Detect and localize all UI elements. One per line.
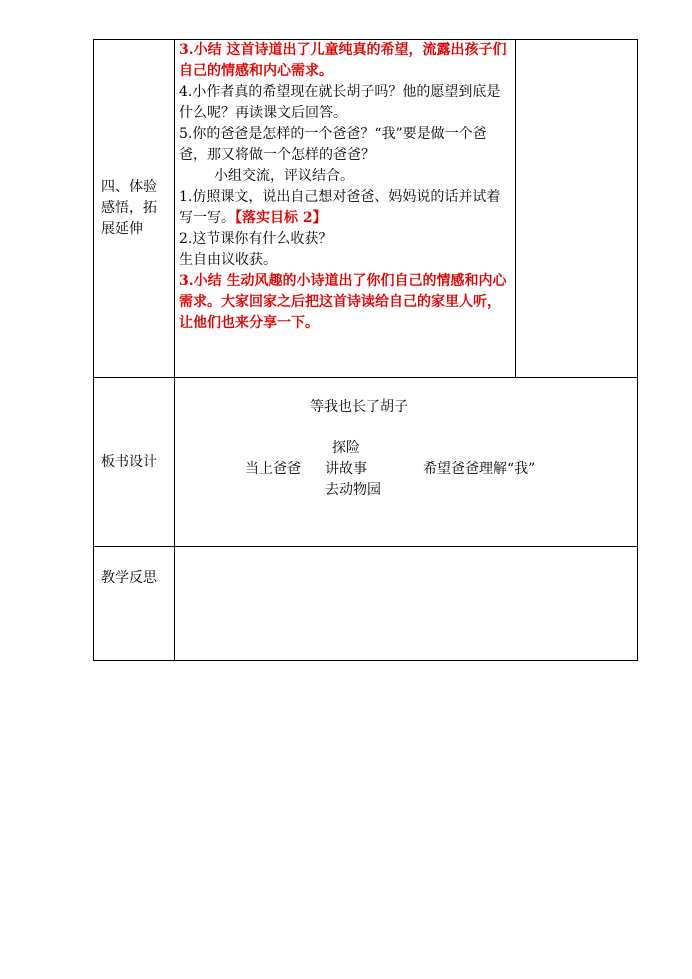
question-line-5: 5.你的爸爸是怎样的一个爸爸？“我”要是做一个爸爸，那又将做一个怎样的爸爸？ xyxy=(179,126,487,163)
board-item-become-dad: 当上爸爸 xyxy=(245,461,301,477)
row-label-reflection: 教学反思 xyxy=(94,547,175,661)
row-content-experience xyxy=(175,40,516,378)
summary-line-1: 3.小结 这首诗道出了儿童纯真的希望，流露出孩子们自己的情感和内心需求。 xyxy=(179,42,507,79)
table-row-board xyxy=(94,378,638,547)
board-item-zoo: 去动物园 xyxy=(325,482,381,498)
table-row-experience xyxy=(94,40,638,378)
goal-tag: 【落实目标 2】 xyxy=(235,210,327,226)
board-item-explore: 探险 xyxy=(332,440,360,456)
board-item-hope: 希望爸爸理解“我” xyxy=(423,461,536,477)
board-design xyxy=(175,378,637,546)
row-content-board xyxy=(175,378,638,547)
group-discussion-line: 小组交流，评议结合。 xyxy=(214,168,354,184)
exercise-line-1 xyxy=(179,187,509,229)
lesson-plan-page xyxy=(93,39,637,661)
exercise-line-2: 2.这节课你有什么收获？ xyxy=(179,231,333,247)
lesson-plan-table xyxy=(93,39,638,661)
row-label-board: 板书设计 xyxy=(94,378,175,547)
row-content-reflection xyxy=(175,547,638,661)
row-notes-experience xyxy=(516,40,638,378)
table-row-reflection xyxy=(94,547,638,661)
board-item-tell-stories: 讲故事 xyxy=(325,461,367,477)
board-title: 等我也长了胡子 xyxy=(310,399,408,415)
row-label-experience: 四、体验感悟，拓展延伸 xyxy=(94,40,175,378)
exercise-line-3: 生自由议收获。 xyxy=(179,252,277,268)
exercise-line-1-text: 1.仿照课文，说出自己想对爸爸、妈妈说的话并试着写一写。 xyxy=(179,189,501,226)
question-line-4: 4.小作者真的希望现在就长胡子吗？他的愿望到底是什么呢？再读课文后回答。 xyxy=(179,84,501,121)
summary-line-2: 3.小结 生动风趣的小诗道出了你们自己的情感和内心需求。大家回家之后把这首诗读给自己的家里人听，让他们也来分享一下。 xyxy=(179,273,507,331)
